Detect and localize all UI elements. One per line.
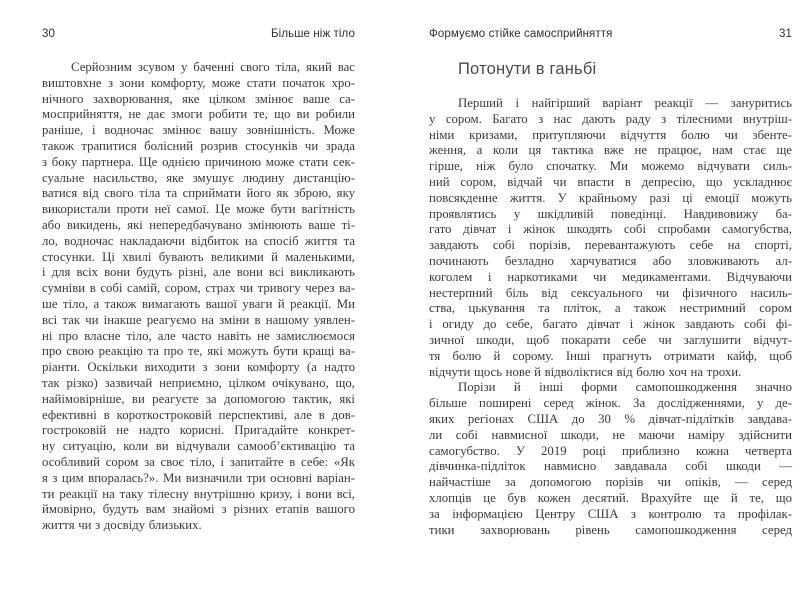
text-line: ватися від свого тіла та сприймати його як зброю, яку	[42, 186, 355, 201]
text-line: гостроковій не надто корисні. Пригадайте конкрет-	[42, 423, 355, 438]
text-line: я з цим впоралась?». Ми визначили три основні варіан-	[42, 470, 355, 485]
text-line: ні про власне тіло, але часто навіть не замислюємося	[42, 328, 355, 343]
text-line: ріанти. Оскільки виходити з зони комфорту (а надто	[42, 360, 355, 375]
text-line: гато дівчат і жінок шкодять собі спробами самогубства,	[429, 222, 792, 237]
text-line: тики захворювань рівень самопошкодження серед	[429, 522, 792, 537]
text-line: Серйозним зсувом у баченні свого тіла, який вас	[71, 60, 355, 74]
text-line: життя чи з досвіду близьких.	[42, 518, 202, 533]
left-running-head: Більше ніж тіло	[271, 28, 355, 40]
text-line: ження, а коли ця тактика вже не працює, нам стає ще	[429, 143, 792, 158]
section-heading: Потонути в ганьбі	[458, 60, 597, 78]
text-line: німи кризами, притупляючи відчуття болю чи збенте-	[429, 127, 792, 142]
text-line: відчути щось нове й відволіктися від болю хоч на трохи.	[429, 364, 742, 379]
left-page	[42, 28, 355, 534]
text-line: гірше, ніж було спочатку. Ми можемо відчувати силь-	[429, 159, 792, 174]
text-line: повсякденне життя. У крайньому разі ці емоції можуть	[429, 190, 792, 205]
text-line: ний сором, відчай чи впасти в депресію, що ускладнює	[429, 174, 792, 189]
text-line: виштовхне з зони комфорту, може стати початок хро-	[42, 75, 355, 90]
text-line: завдають собі порізів, перевантажують себе на спорті,	[429, 238, 792, 253]
text-line: ло, водночас накладаючи відбиток на спосіб життя та	[42, 233, 355, 248]
text-line: всі так чи інакше реагуємо на зміни в нашому уявлен-	[42, 312, 355, 327]
text-line: більше поширені серед жінок. За дослідженнями, у де-	[429, 396, 792, 411]
right-running-head: Формуємо стійке самосприйняття	[429, 28, 613, 40]
text-line: так різко) зазвичай неприємно, цілком очікувано, що,	[42, 375, 355, 390]
text-line: також трапитися болісний розрив стосунків чи зрада	[42, 138, 355, 153]
text-line: ства, цькування та пліток, а також нестримний сором	[429, 301, 792, 316]
text-line: дівчинка-підліток навмисно завдавала собі шкоди —	[429, 459, 792, 474]
text-line: найчастіше за допомогою порізів чи опіків, — серед	[429, 475, 792, 490]
text-line: сумніви в собі самій, сором, страх чи тривогу через ва-	[42, 281, 355, 296]
text-line: тя болю й сорому. Інші прагнуть отримати кайф, щоб	[429, 348, 792, 363]
text-line: ймовірно, будуть вам знайомі з різних етапів вашого	[42, 502, 355, 517]
text-line: використали проти неї самої. Це може бути вагітність	[42, 202, 355, 217]
right-page	[429, 28, 792, 538]
text-line: Порізи й інші форми самопошкодження значно	[458, 380, 792, 395]
text-line: хлопців це був кожен десятий. Врахуйте ще й те, що	[429, 490, 792, 505]
text-line: особливий сором за своє тіло, і запитайте в себе: «Як	[42, 454, 355, 469]
right-running-head-row	[429, 28, 792, 42]
text-line: нестерпний біль від сексуального чи фізичного насиль-	[429, 285, 792, 300]
text-line: ефективні в короткостроковій перспективі, але в дов-	[42, 407, 355, 422]
text-line: у сором. Багато з нас дають раду з тілесними внутріш-	[429, 111, 792, 126]
text-line: ну ситуацію, коли ви відчували самооб’єктивацію та	[42, 439, 355, 454]
text-line: найімовірніше, ви реагуєте за допомогою тактик, які	[42, 391, 355, 406]
text-line: яких регіонах США до 30 % дівчат-підлітків завдава-	[429, 411, 792, 426]
text-line: нічного захворювання, яке цілком змінює ваше са-	[42, 91, 355, 106]
text-line: мосприйняття, не дає змоги робити те, що ви робили	[42, 107, 355, 122]
left-page-body	[42, 60, 355, 534]
text-line: ли собі навмисної шкоди, не маючи наміру здійснити	[429, 427, 792, 442]
left-running-head-row	[42, 28, 355, 42]
text-line: і огиду до себе, багато дівчат і жінок завдають собі фі-	[429, 317, 792, 332]
text-line: раніше, і водночас змінює вашу зовнішність. Може	[42, 123, 355, 138]
text-line: ти реакції на таку тілесну внутрішню кризу, і вони всі,	[42, 486, 355, 501]
text-line: проявлятись у шкідливій поведінці. Навдивовижу ба-	[429, 206, 792, 221]
text-line: Перший і найгірший варіант реакції — зануритись	[458, 96, 792, 110]
text-line: стосунки. Ці хвилі бувають великими й маленькими,	[42, 249, 355, 264]
right-page-number: 31	[779, 28, 792, 40]
text-line: за інформацією Центру США з контролю та профілак-	[429, 506, 792, 521]
text-line: зичної шкоди, щоб покарати себе чи заглушити відчут-	[429, 332, 792, 347]
text-line: ше тіло, а також вимагають вашої уваги й реакції. Ми	[42, 296, 355, 311]
text-line: коголем і наркотиками чи медикаментами. Відчуваючи	[429, 269, 792, 284]
text-line: або викидень, які непередбачувано змінюють ваше ті-	[42, 217, 355, 232]
text-line: самогубство. У 2019 році приблизно кожна четверта	[429, 443, 792, 458]
text-line: про свою реакцію та про те, які можуть бути кращі ва-	[42, 344, 355, 359]
text-line: суальне насильство, яке змушує людину дистанцію-	[42, 170, 355, 185]
left-page-number: 30	[42, 28, 55, 40]
text-line: починають безладно харчуватися або зловживають ал-	[429, 253, 792, 268]
text-line: з боку партнера. Ще однією причиною може стати сек-	[42, 154, 355, 169]
right-page-body	[429, 96, 792, 538]
text-line: і для всіх вони будуть різні, але вони всі викликають	[42, 265, 355, 280]
